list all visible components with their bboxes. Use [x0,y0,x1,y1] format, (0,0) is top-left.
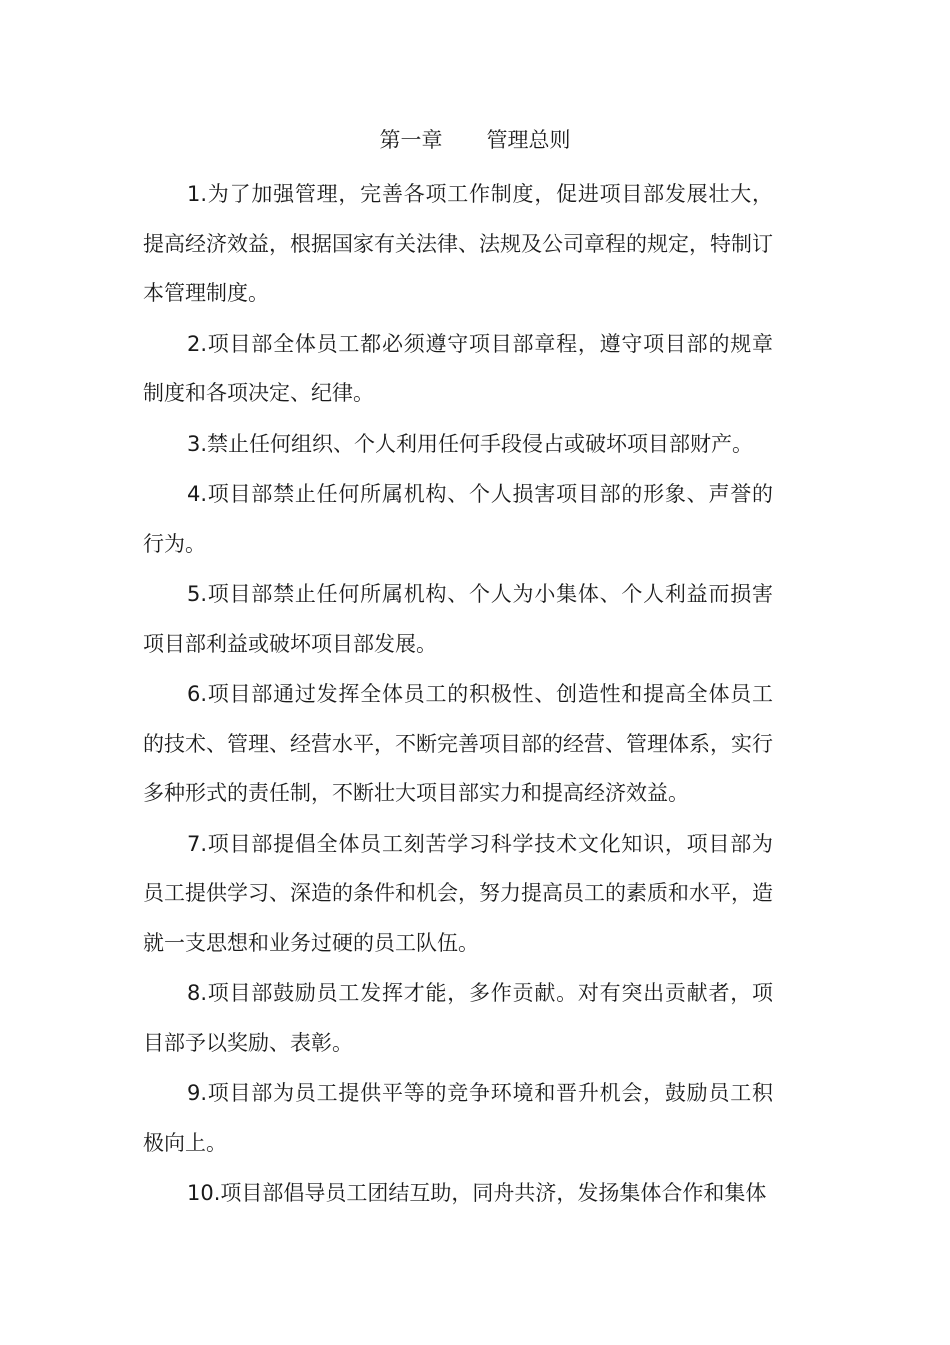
paragraph-8: 8.项目部鼓励员工发挥才能，多作贡献。对有突出贡献者，项目部予以奖励、表彰。 [143,981,773,1055]
paragraph-5: 5.项目部禁止任何所属机构、个人为小集体、个人利益而损害项目部利益或破坏项目部发展。 [143,582,773,656]
paragraph-4: 4.项目部禁止任何所属机构、个人损害项目部的形象、声誉的行为。 [143,482,773,556]
paragraph-2: 2.项目部全体员工都必须遵守项目部章程，遵守项目部的规章制度和各项决定、纪律。 [143,331,773,405]
paragraph-10: 10.项目部倡导员工团结互助，同舟共济，发扬集体合作和集体 [187,1181,767,1205]
chapter-number: 第一章 [379,128,443,152]
paragraph-7: 7.项目部提倡全体员工刻苦学习科学技术文化知识，项目部为员工提供学习、深造的条件和机会，努力提高员工的素质和水平，造就一支思想和业务过硬的员工队伍。 [143,831,773,955]
chapter-body [143,170,773,1220]
chapter-title: 管理总则 [486,128,571,152]
paragraph-3: 3.禁止任何组织、个人利用任何手段侵占或破坏项目部财产。 [187,431,754,456]
paragraph-9: 9.项目部为员工提供平等的竞争环境和晋升机会，鼓励员工积极向上。 [143,1081,773,1155]
chapter-heading [0,124,950,156]
paragraph-1: 1.为了加强管理，完善各项工作制度，促进项目部发展壮大，提高经济效益，根据国家有关法律、法规及公司章程的规定，特制订本管理制度。 [143,182,773,305]
paragraph-6: 6.项目部通过发挥全体员工的积极性、创造性和提高全体员工的技术、管理、经营水平，不断完善项目部的经营、管理体系，实行多种形式的责任制，不断壮大项目部实力和提高经济效益。 [143,682,773,805]
